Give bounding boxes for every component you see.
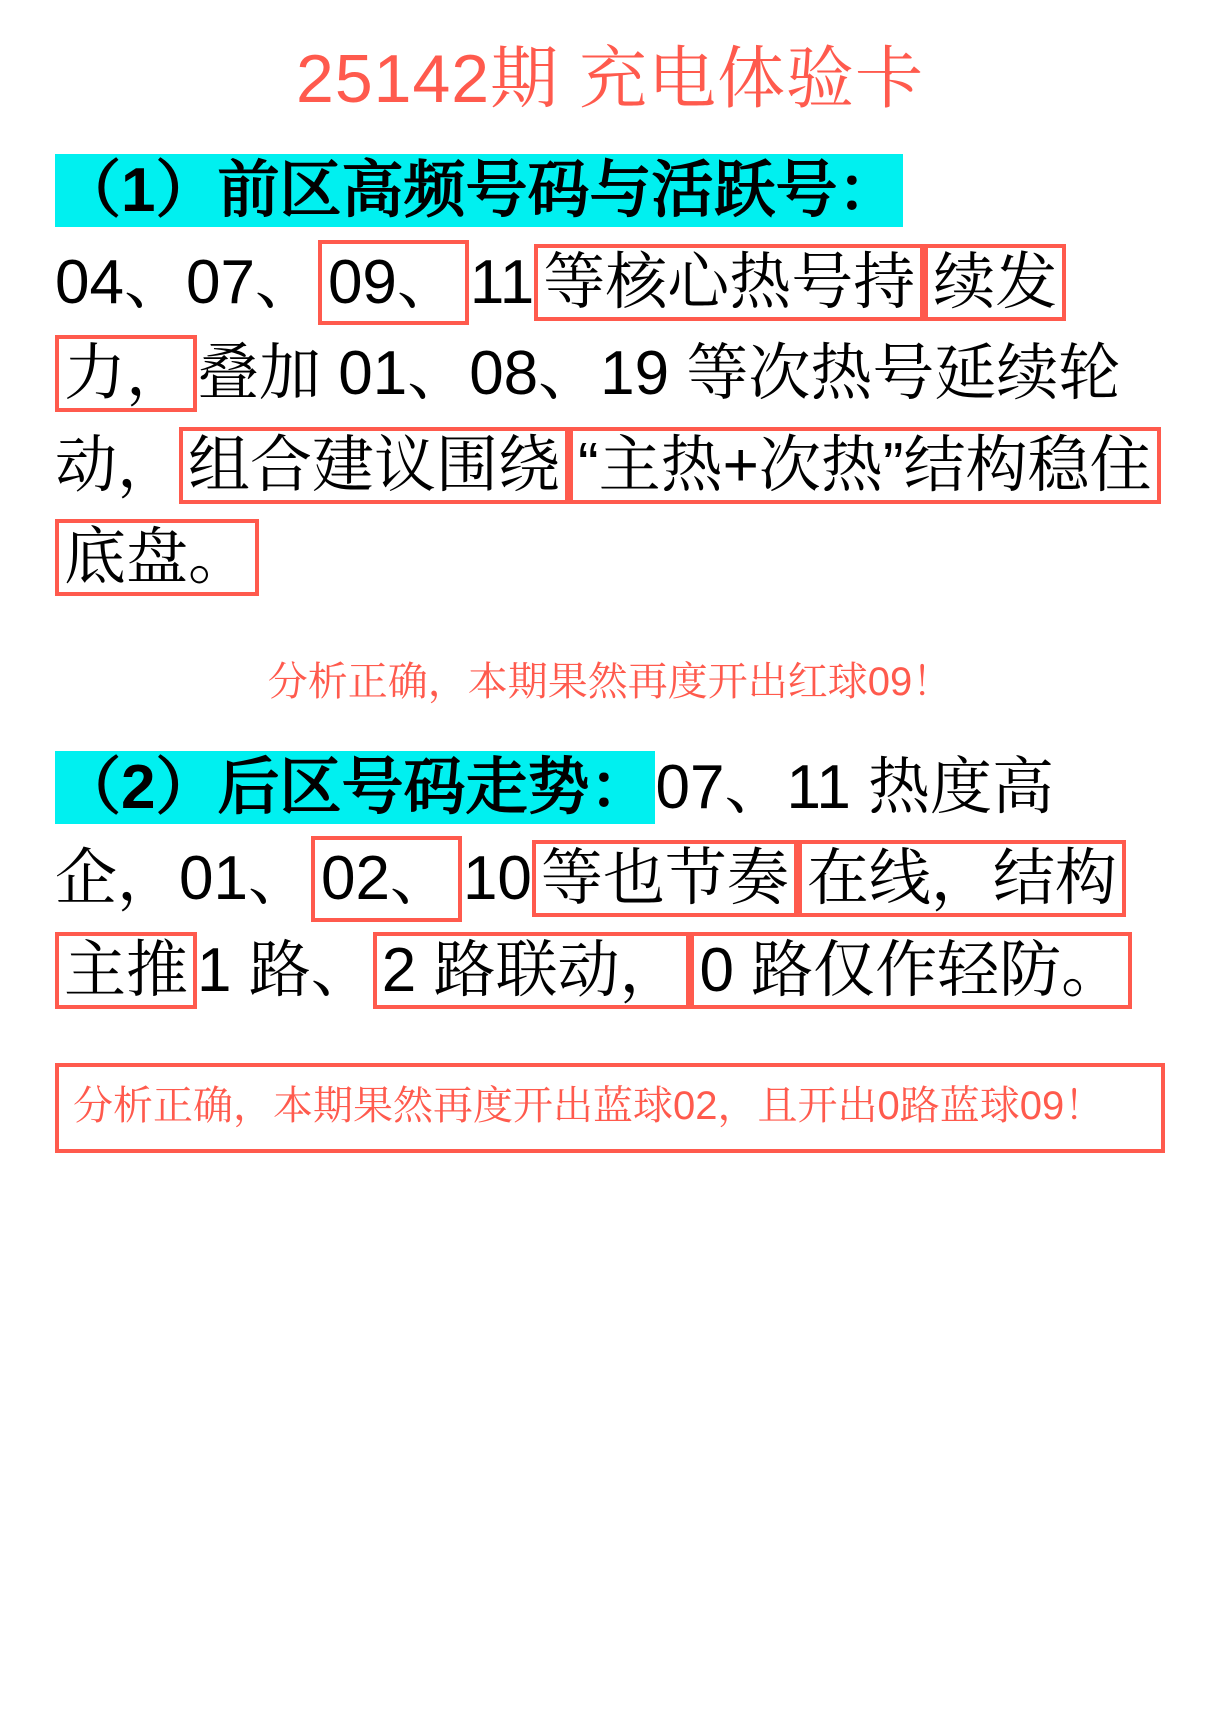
section-1-text-3: 叠加 01、08、19 等次热号延续轮动， [55, 339, 1121, 501]
section-1-note: 分析正确，本期果然再度开出红球09！ [267, 659, 953, 704]
section-2-boxed-phrase-3: 2 路联动， [373, 932, 691, 1009]
section-1-heading: （1）前区高频号码与活跃号： [55, 154, 903, 227]
section-2-text-3: 1 路、 [197, 936, 373, 1006]
section-1-boxed-phrase-2: 续发力， [55, 244, 1066, 413]
section-2-text-2: 10 [462, 844, 532, 914]
section-1 [55, 145, 1165, 708]
section-1-boxed-phrase-3: 组合建议围绕 [179, 427, 569, 504]
section-1-text-1: 04、07、 [55, 247, 317, 317]
section-2-heading: （2）后区号码走势： [55, 751, 655, 824]
document-page [0, 42, 1220, 1733]
section-2-boxed-phrase-1: 等也节奏 [532, 840, 798, 917]
section-2-boxed-phrase-2: 在线，结构主推 [55, 840, 1126, 1009]
section-2 [55, 742, 1165, 1153]
section-2-content [55, 742, 1165, 1017]
section-2-boxed-phrase-4: 0 路仅作轻防。 [690, 932, 1132, 1009]
section-1-content [55, 145, 1165, 604]
section-2-boxed-number: 02、 [311, 836, 462, 922]
section-1-boxed-phrase-1: 等核心热号持 [534, 244, 924, 321]
section-1-text-2: 11 [469, 247, 535, 317]
section-1-boxed-phrase-4: “主热+次热”结构稳住底盘。 [55, 427, 1161, 596]
section-2-text-1: 07、11 热度高企，01、 [55, 752, 1055, 914]
section-1-boxed-number: 09、 [318, 240, 469, 326]
page-title: 25142期 充电体验卡 [296, 41, 924, 117]
section-2-note: 分析正确，本期果然再度开出蓝球02，且开出0路蓝球09！ [55, 1063, 1165, 1153]
